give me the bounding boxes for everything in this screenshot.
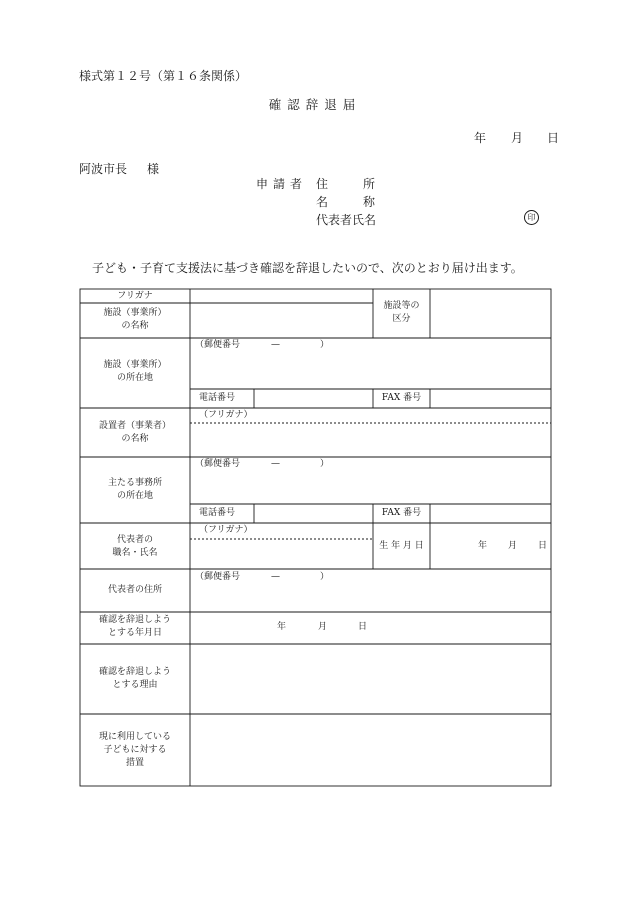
founder-name-label-2: の名称 (121, 434, 149, 444)
facility-phone-label: 電話番号 (199, 393, 236, 403)
withdraw-reason-label-2: とする理由 (112, 680, 158, 690)
applicant-address-label-2: 所 (363, 177, 376, 191)
office-postal-close: ） (320, 459, 330, 469)
facility-name-label-2: の名称 (121, 321, 149, 331)
seal-icon: 印 (524, 210, 539, 225)
measures-label-3: 措置 (125, 758, 144, 768)
main-office-label-1: 主たる事務所 (107, 478, 162, 488)
addressee: 阿波市長 (79, 162, 128, 176)
office-postal-label: （郵便番号 (195, 459, 241, 469)
addressee-honorific: 様 (147, 162, 160, 176)
furigana-label: フリガナ (117, 291, 153, 301)
withdraw-reason-label-1: 確認を辞退しよう (98, 667, 171, 677)
facility-name-label-1: 施設（事業所） (103, 308, 167, 318)
representative-name-label: 代表者氏名 (316, 213, 377, 227)
measures-label-1: 現に利用している (98, 732, 171, 742)
facility-type-label-1: 施設等の (383, 301, 420, 311)
facility-address-label-2: の所在地 (116, 373, 153, 383)
birth-year-label: 年 (478, 541, 488, 551)
applicant-label: 申請者 (256, 177, 308, 191)
founder-furigana-label: （フリガナ） (199, 410, 253, 420)
birth-month-label: 月 (508, 541, 518, 551)
rep-address-label: 代表者の住所 (107, 585, 162, 595)
date-day-label: 日 (547, 131, 560, 145)
rep-postal-dash: — (271, 572, 280, 582)
applicant-address-label-1: 住 (316, 177, 329, 191)
rep-title-label-2: 職名・氏名 (112, 548, 158, 558)
declaration-statement: 子ども・子育て支援法に基づき確認を辞退したいので、次のとおり届け出ます。 (92, 261, 523, 275)
office-fax-label: FAX 番号 (381, 508, 422, 518)
form-title: 確認辞退届 (268, 97, 362, 112)
withdraw-month-label: 月 (318, 622, 328, 632)
facility-fax-label: FAX 番号 (381, 393, 422, 403)
rep-title-label-1: 代表者の (116, 535, 153, 545)
office-postal-dash: — (271, 459, 280, 469)
facility-address-label-1: 施設（事業所） (103, 360, 167, 370)
rep-furigana-label: （フリガナ） (199, 525, 253, 535)
founder-name-label-1: 設置者（事業者） (98, 421, 171, 431)
withdraw-day-label: 日 (358, 622, 368, 632)
facility-type-label-2: 区分 (392, 314, 411, 324)
withdraw-date-label-2: とする年月日 (107, 628, 162, 638)
facility-postal-label: （郵便番号 (195, 340, 241, 350)
facility-postal-close: ） (320, 340, 330, 350)
main-office-label-2: の所在地 (116, 491, 153, 501)
form-number: 様式第１２号（第１６条関係） (79, 69, 248, 83)
office-phone-label: 電話番号 (199, 508, 236, 518)
applicant-name-label-1: 名 (316, 195, 329, 209)
date-month-label: 月 (511, 131, 524, 145)
withdraw-date-label-1: 確認を辞退しよう (98, 615, 171, 625)
birth-day-label: 日 (538, 541, 548, 551)
measures-label-2: 子どもに対する (103, 745, 167, 755)
applicant-name-label-2: 称 (363, 195, 376, 209)
birth-date-label: 生 年 月 日 (379, 541, 424, 551)
rep-postal-label: （郵便番号 (195, 572, 241, 582)
date-year-label: 年 (474, 131, 487, 145)
facility-postal-dash: — (271, 340, 280, 350)
rep-postal-close: ） (320, 572, 330, 582)
withdraw-year-label: 年 (277, 622, 287, 632)
